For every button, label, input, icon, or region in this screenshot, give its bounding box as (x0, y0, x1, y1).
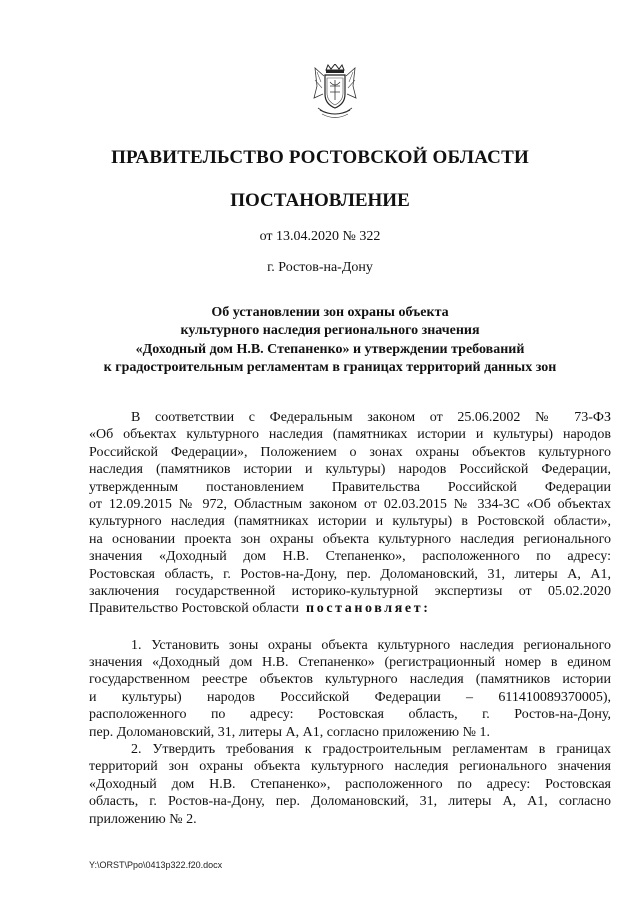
preamble-paragraph (89, 409, 611, 618)
paragraph-gap (89, 618, 611, 637)
item-1-line: 1. Установить зоны охраны объекта культурного наследия регионального (131, 637, 611, 653)
preamble-line: Российской Федерации», Положением о зонах охраны объектов культурного (89, 444, 611, 460)
item-2-line: область, г. Ростов-на-Дону, пер. Доломановский, 31, литеры А, А1, согласно (89, 794, 611, 810)
item-2-line: «Доходный дом Н.В. Степаненко», расположенного по адресу: Ростовская (89, 776, 611, 792)
item-2-line: территорий зон охраны объекта культурного наследия регионального значения (89, 759, 611, 775)
preamble-last-line (89, 600, 611, 617)
preamble-line: утвержденным постановлением Правительства Российской Федерации (89, 479, 611, 495)
item-1-line: пер. Доломановский, 31, литеры А, А1, согласно приложению № 1. (89, 724, 491, 740)
preamble-line: значения «Доходный дом Н.В. Степаненко», расположенного по адресу: (89, 549, 611, 565)
item-1-line: значения «Доходный дом Н.В. Степаненко» (регистрационный номер в едином (89, 655, 611, 671)
subject-line: к градостроительным регламентам в границах территорий данных зон (103, 359, 557, 375)
item-1-paragraph (89, 637, 611, 741)
subject-line: культурного наследия регионального значения (180, 323, 480, 339)
item-2-paragraph (89, 741, 611, 828)
preamble-line: культурного наследия (памятниках истории и культуры) в Ростовской области», (89, 514, 611, 530)
item-1-line: расположенного по адресу: Ростовская область, г. Ростов-на-Дону, (89, 707, 611, 723)
preamble-line: наследия (памятников истории и культуры) народов Российской Федерации, (89, 462, 611, 478)
item-1-line: государственном реестре объектов культурного наследия (памятников истории (89, 672, 611, 688)
subject-line: Об установлении зон охраны объекта (211, 305, 449, 320)
document-type: ПОСТАНОВЛЕНИЕ (230, 190, 410, 211)
document-body (89, 409, 611, 828)
item-2-line: 2. Утвердить требования к градостроительным регламентам в границах (131, 742, 611, 758)
preamble-line: Ростовская область, г. Ростов-на-Дону, пер. Доломановский, 31, литеры А, А1, (89, 566, 611, 582)
preamble-line: на основании проекта зон охраны объекта культурного наследия регионального (89, 531, 611, 547)
authority-name: Правительство Ростовской области (89, 601, 300, 617)
preamble-line: от 12.09.2015 № 972, Областным законом от 02.03.2015 № 334-ЗС «Об объектах (89, 496, 611, 512)
file-path-footer: Y:\ORST\Ppo\0413p322.f20.docx (89, 860, 223, 870)
resolves-word: постановляет: (306, 601, 431, 617)
document-city: г. Ростов-на-Дону (267, 260, 373, 275)
coat-of-arms-icon (312, 64, 358, 122)
subject-line: «Доходный дом Н.В. Степаненко» и утверждении требований (135, 341, 525, 357)
document-date-number: от 13.04.2020 № 322 (259, 229, 381, 244)
preamble-line: заключения государственной историко-культурной экспертизы от 05.02.2020 (89, 583, 611, 599)
item-1-line: и культуры) народов Российской Федерации – 611410089370005), (89, 689, 611, 705)
preamble-line: «Об объектах культурного наследия (памятниках истории и культуры) народов (89, 427, 611, 443)
government-title: ПРАВИТЕЛЬСТВО РОСТОВСКОЙ ОБЛАСТИ (111, 147, 529, 168)
document-subject (60, 304, 600, 377)
preamble-line: В соответствии с Федеральным законом от 25.06.2002 № 73-ФЗ (131, 410, 611, 425)
item-2-line: приложению № 2. (89, 811, 197, 827)
